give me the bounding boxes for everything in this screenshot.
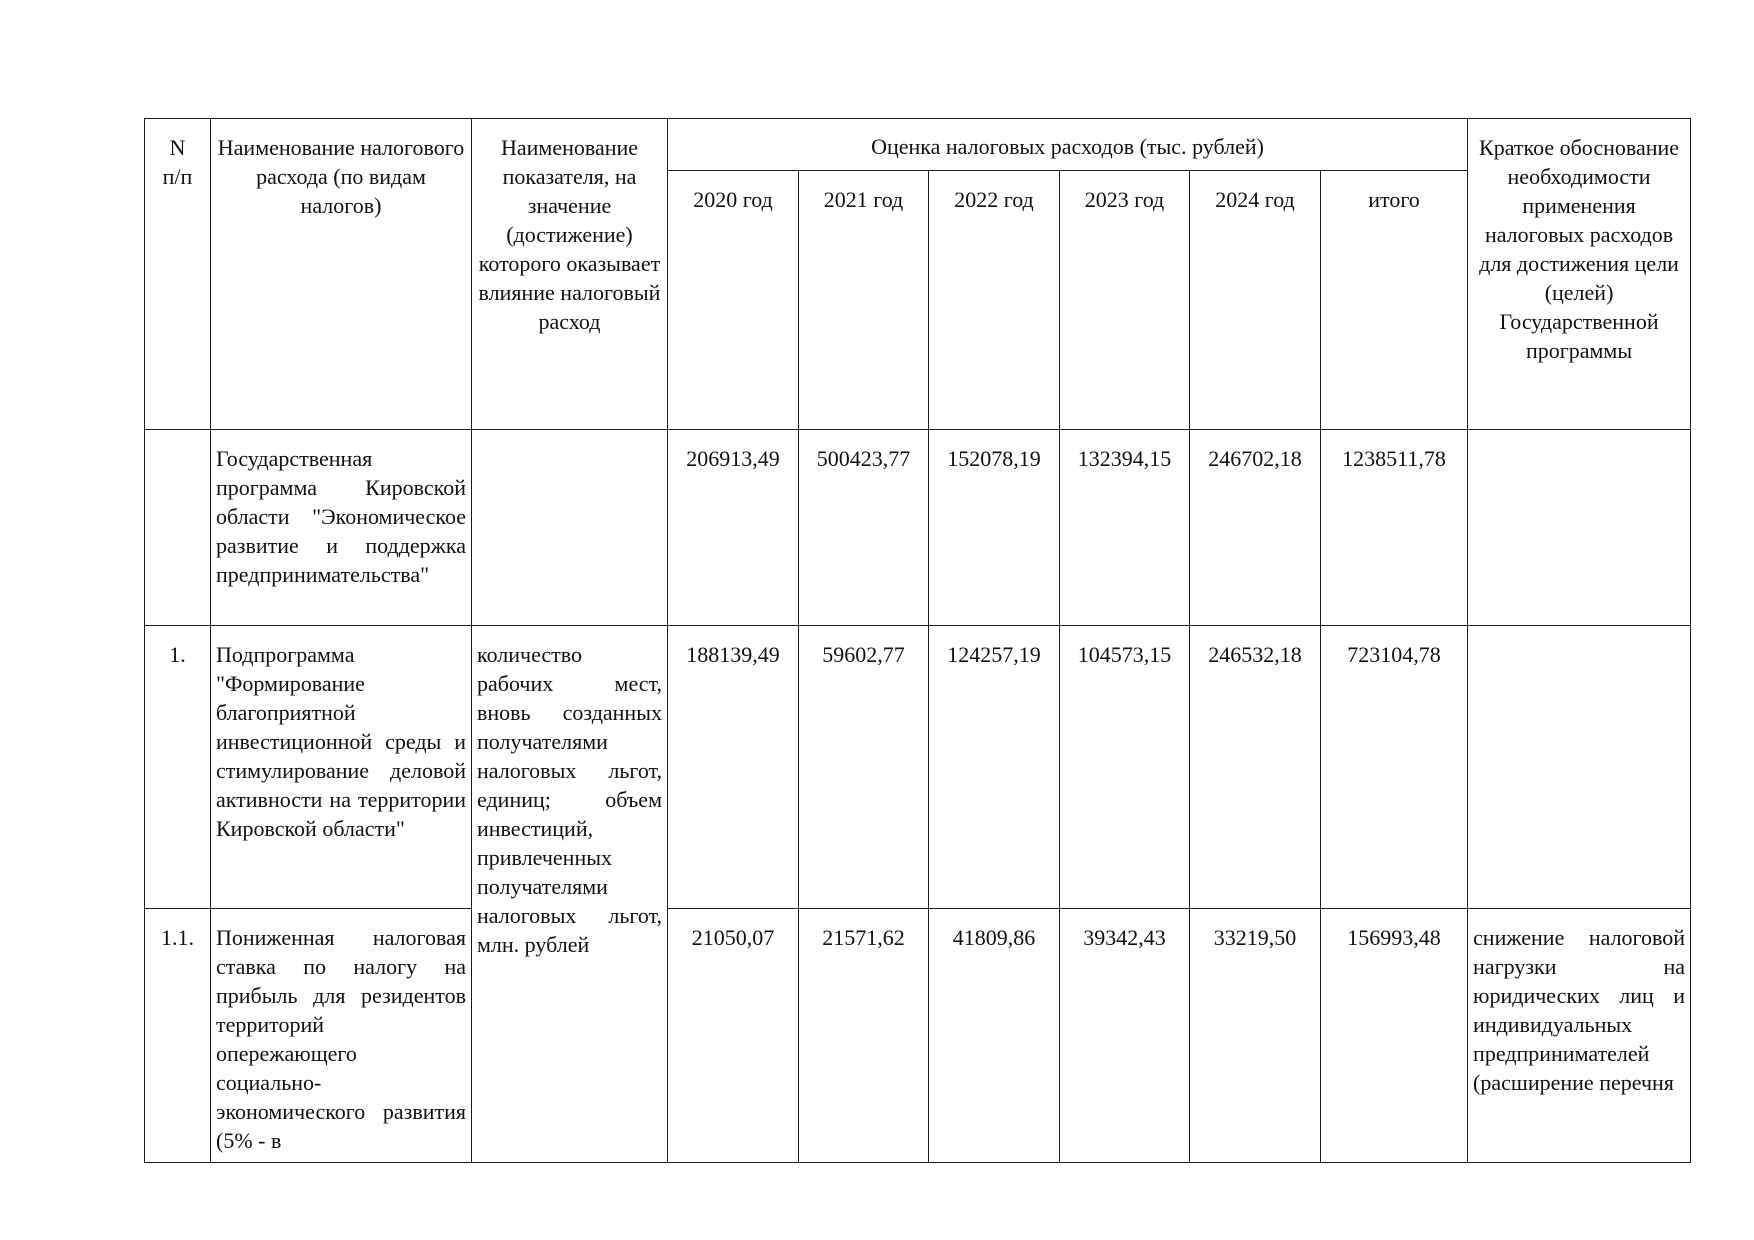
header-indicator-name: Наименование показателя, на значение (достижение) которого оказывает влияние налоговый расход <box>472 119 668 430</box>
header-tax-expenditure-name: Наименование налогового расхода (по видам налогов) <box>211 119 472 430</box>
row-value-2023: 104573,15 <box>1060 626 1190 909</box>
row-value-total: 156993,48 <box>1321 909 1468 1163</box>
header-year-2023: 2023 год <box>1060 171 1190 430</box>
row-value-2024: 246702,18 <box>1190 430 1321 626</box>
row-value-2022: 124257,19 <box>929 626 1060 909</box>
header-total: итого <box>1321 171 1468 430</box>
row-value-2020: 188139,49 <box>668 626 799 909</box>
row-value-total: 723104,78 <box>1321 626 1468 909</box>
row-name: Пониженная налоговая ставка по налогу на прибыль для резидентов территорий опережающего социально-экономического развития (5% - в <box>211 909 472 1163</box>
row-value-2022: 41809,86 <box>929 909 1060 1163</box>
row-name: Государственная программа Кировской области "Экономическое развитие и поддержка предпринимательства" <box>211 430 472 626</box>
header-row <box>145 119 1691 171</box>
header-year-2021: 2021 год <box>799 171 929 430</box>
header-year-2022: 2022 год <box>929 171 1060 430</box>
row-value-2023: 39342,43 <box>1060 909 1190 1163</box>
header-estimate-group: Оценка налоговых расходов (тыс. рублей) <box>668 119 1468 171</box>
row-num <box>145 430 211 626</box>
row-justification: снижение налоговой нагрузки на юридических лиц и индивидуальных предпринимателей (расширение перечня <box>1468 909 1691 1163</box>
row-name: Подпрограмма "Формирование благоприятной инвестиционной среды и стимулирование деловой активности на территории Кировской области" <box>211 626 472 909</box>
row-value-2024: 33219,50 <box>1190 909 1321 1163</box>
header-year-2024: 2024 год <box>1190 171 1321 430</box>
row-value-2021: 59602,77 <box>799 626 929 909</box>
header-justification: Краткое обоснование необходимости применения налоговых расходов для достижения цели (целей) Государственной программы <box>1468 119 1691 430</box>
row-value-2022: 152078,19 <box>929 430 1060 626</box>
row-justification <box>1468 430 1691 626</box>
table-row <box>145 909 1691 1163</box>
row-num: 1. <box>145 626 211 909</box>
row-num: 1.1. <box>145 909 211 1163</box>
header-year-2020: 2020 год <box>668 171 799 430</box>
row-value-2024: 246532,18 <box>1190 626 1321 909</box>
row-value-2020: 21050,07 <box>668 909 799 1163</box>
table-row <box>145 430 1691 626</box>
row-indicator: количество рабочих мест, вновь созданных получателями налоговых льгот, единиц; объем инвестиций, привлеченных получателями налоговых льгот, млн. рублей <box>472 626 668 1163</box>
header-num: N п/п <box>145 119 211 430</box>
row-justification <box>1468 626 1691 909</box>
row-value-2020: 206913,49 <box>668 430 799 626</box>
row-value-2021: 500423,77 <box>799 430 929 626</box>
tax-expenditure-table <box>144 118 1691 1163</box>
row-indicator <box>472 430 668 626</box>
table-row <box>145 626 1691 909</box>
row-value-total: 1238511,78 <box>1321 430 1468 626</box>
row-value-2021: 21571,62 <box>799 909 929 1163</box>
row-value-2023: 132394,15 <box>1060 430 1190 626</box>
